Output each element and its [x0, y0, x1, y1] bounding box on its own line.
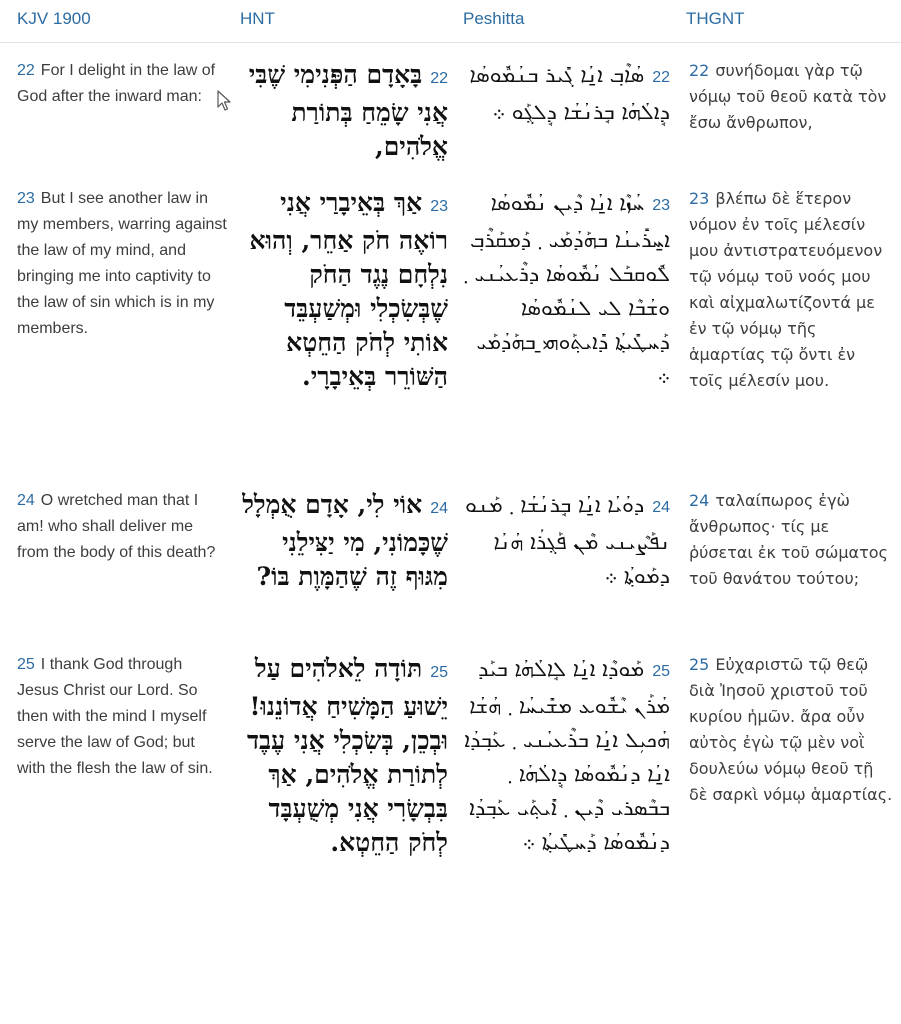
column-header-kjv[interactable]: KJV 1900: [17, 9, 91, 28]
thgnt-verse-text: [689, 488, 894, 592]
thgnt-text: ταλαίπωρος ἐγὼ ἄνθρωπος· τίς με ῥύσεται ἐκ τοῦ σώματος τοῦ θανάτου τούτου;: [689, 491, 888, 588]
verse-number[interactable]: 25: [17, 656, 35, 673]
peshitta-verse-text: [462, 186, 670, 393]
column-header-peshitta[interactable]: Peshitta: [463, 9, 525, 28]
hnt-verse-text: [238, 652, 448, 860]
verse-number[interactable]: 25: [652, 663, 670, 680]
verse-number[interactable]: 22: [17, 62, 35, 79]
thgnt-verse-text: [689, 652, 894, 808]
kjv-verse-text: [17, 488, 227, 566]
hnt-text: אַךְ בְּאֵיבָרַי אֲנִי רוֹאֶה חֹק אַחֵר, וְהוּא נִלְחָם נֶגֶד הַחֹק שֶׁבְּשִׂכְלִי וּמְשַׁעְבֵּד אוֹתִי לְחֹק הַחֵטְא הַשּׁוֹרֵר בְּאֵיבָרָי.: [249, 188, 448, 391]
verse-number[interactable]: 24: [652, 499, 670, 516]
verse-number[interactable]: 22: [689, 61, 710, 80]
thgnt-text: Εὐχαριστῶ τῷ θεῷ διὰ Ἰησοῦ χριστοῦ τοῦ κυρίου ἡμῶν. ἄρα οὖν αὐτὸς ἐγὼ τῷ μὲν νοῒ δουλεύω νόμῳ θεοῦ τῇ δὲ σαρκὶ νόμῳ ἁμαρτίας.: [689, 655, 893, 804]
hnt-text: בָּאָדָם הַפְּנִימִי שֶׁבִּי אֲנִי שָׂמֵחַ בְּתוֹרַת אֱלֹהִים,: [248, 60, 448, 161]
verse-number[interactable]: 24: [17, 492, 35, 509]
peshitta-verse-text: [462, 58, 670, 129]
column-header-thgnt[interactable]: THGNT: [686, 9, 745, 28]
thgnt-text: συνήδομαι γὰρ τῷ νόμῳ τοῦ θεοῦ κατὰ τὸν ἔσω ἄνθρωπον,: [689, 61, 887, 132]
verse-number[interactable]: 23: [430, 198, 448, 215]
peshitta-verse-text: [462, 488, 670, 593]
verse-number[interactable]: 24: [689, 491, 710, 510]
thgnt-text: βλέπω δὲ ἕτερον νόμον ἐν τοῖς μέλεσίν μου ἀντιστρατευόμενον τῷ νόμῳ τοῦ νοός μου καὶ αἰχμαλωτίζοντά με ἐν τῷ νόμῳ τῆς ἁμαρτίας τῷ ὄντι ἐν τοῖς μέλεσίν μου.: [689, 189, 883, 390]
verse-number[interactable]: 23: [652, 197, 670, 214]
hnt-verse-text: [238, 58, 448, 164]
hnt-text: אוֹי לִי, אָדָם אֻמְלָל שֶׁכָּמוֹנִי, מִי יַצִּילֵנִי מִגּוּף זֶה שֶׁהַמָּוֶת בּוֹ?: [242, 490, 448, 591]
kjv-verse-text: [17, 186, 227, 342]
column-header-bar: [0, 0, 901, 43]
thgnt-verse-text: [689, 186, 894, 394]
verse-number[interactable]: 23: [689, 189, 710, 208]
kjv-verse-text: [17, 58, 227, 110]
verse-number[interactable]: 25: [430, 664, 448, 681]
kjv-text: I thank God through Jesus Christ our Lord. So then with the mind I myself serve the law of God; but with the flesh the law of sin.: [17, 656, 213, 777]
kjv-text: O wretched man that I am! who shall deliver me from the body of this death?: [17, 492, 216, 561]
peshitta-text: ܕܘܳܝܳܐ ܐ̱ܢܳܐ ܒܱܪܢܳܫܳܐ ܂ ܡܰܢܘ ܢܦܰܨܶܝܢܝ ܡܶܢ ܦܰܓ݂ܪܳܐ ܗܳܢܳܐ ܕܡܰܘܬ݂ܳܐ ܀: [465, 493, 670, 588]
thgnt-verse-text: [689, 58, 894, 136]
mouse-pointer-icon: [217, 90, 233, 112]
kjv-verse-text: [17, 652, 227, 782]
peshitta-text: ܡܰܘܕܶܐ ܐ̱ܢܳܐ ܠܱܐܠܳܗܳܐ ܒܝܰܕ ܡܳܪܰܢ ܝܶܫܽܘܥ ܡܫܺܝܚܳܐ ܂ ܗܳܫܳܐ ܗܳܟܝܼܠ ܐ̱ܢܳܐ ܒܪܶܥܝܳܢܝ ܂ ܥܰܒ݂ܕܳܐ ܐ̱ܢܳܐ ܕܢܳܡܽܘܣܳܐ ܕܱܐܠܳܗܳܐ ܂ ܒܒܶܣܪܝ ܕܶܝܢ ܂ ܐܺܝܬ݂ܰܝ ܥܰܒ݂ܕܳܐ ܕܢܳܡܽܘܣܳܐ ܕܰܚܛܺܝܬ݂ܳܐ ܀: [464, 657, 670, 854]
peshitta-verse-text: [462, 652, 670, 859]
verse-number[interactable]: 22: [430, 70, 448, 87]
hnt-verse-text: [238, 488, 448, 594]
kjv-text: For I delight in the law of God after the inward man:: [17, 62, 216, 105]
verse-number[interactable]: 23: [17, 190, 35, 207]
hnt-text: תּוֹדָה לֵאלֹהִים עַל יֵשׁוּעַ הַמָּשִׁיחַ אֲדוֹנֵנוּ! וּבְכֵן, בְּשִׂכְלִי אֲנִי עֶבֶד לְתוֹרַת אֱלֹהִים, אַךְ בִּבְשָׂרִי אֲנִי מְשֻׁעְבָּד לְחֹק הַחֵטְא.: [246, 654, 448, 857]
verse-number[interactable]: 24: [430, 500, 448, 517]
verse-number[interactable]: 25: [689, 655, 710, 674]
hnt-verse-text: [238, 186, 448, 394]
verse-number[interactable]: 22: [652, 69, 670, 86]
peshitta-text: ܣܳܐܶܒ݂ ܐ̱ܢܳܐ ܓܺܝܪ ܒܢܳܡܽܘܣܳܐ ܕܱܐܠܳܗܳܐ ܒܱܪܢܳܫܳܐ ܕܱܠܓ݂ܰܘ ܀: [469, 63, 670, 124]
kjv-text: But I see another law in my members, warring against the law of my mind, and bringing me into captivity to the law of sin which is in my members.: [17, 190, 227, 337]
peshitta-text: ܚܳܙܶܐ ܐ̱ܢܳܐ ܕܶܝܢ ܢܳܡܽܘܣܳܐ ܐ̱ܚܪܺܝܢܳܐ ܒܗܰܕܳܡܰܝ ܂ ܕܰܡܩܰܪܶܒ݂ ܠܽܘܩܒܰܠ ܢܳܡܽܘܣܳܐ ܕܪܶܥܝܳܢܝ ܂ ܘܫܳܒܶܐ ܠܝ ܠܢܳܡܽܘܣܳܐ ܕܰܚܛܺܝܬ݂ܳܐ ܕܺܐܝܬ݂ܰܘܗ̱ܝ ܒܗܰܕܳܡܰܝ ܀: [463, 191, 670, 388]
column-header-hnt[interactable]: HNT: [240, 9, 275, 28]
